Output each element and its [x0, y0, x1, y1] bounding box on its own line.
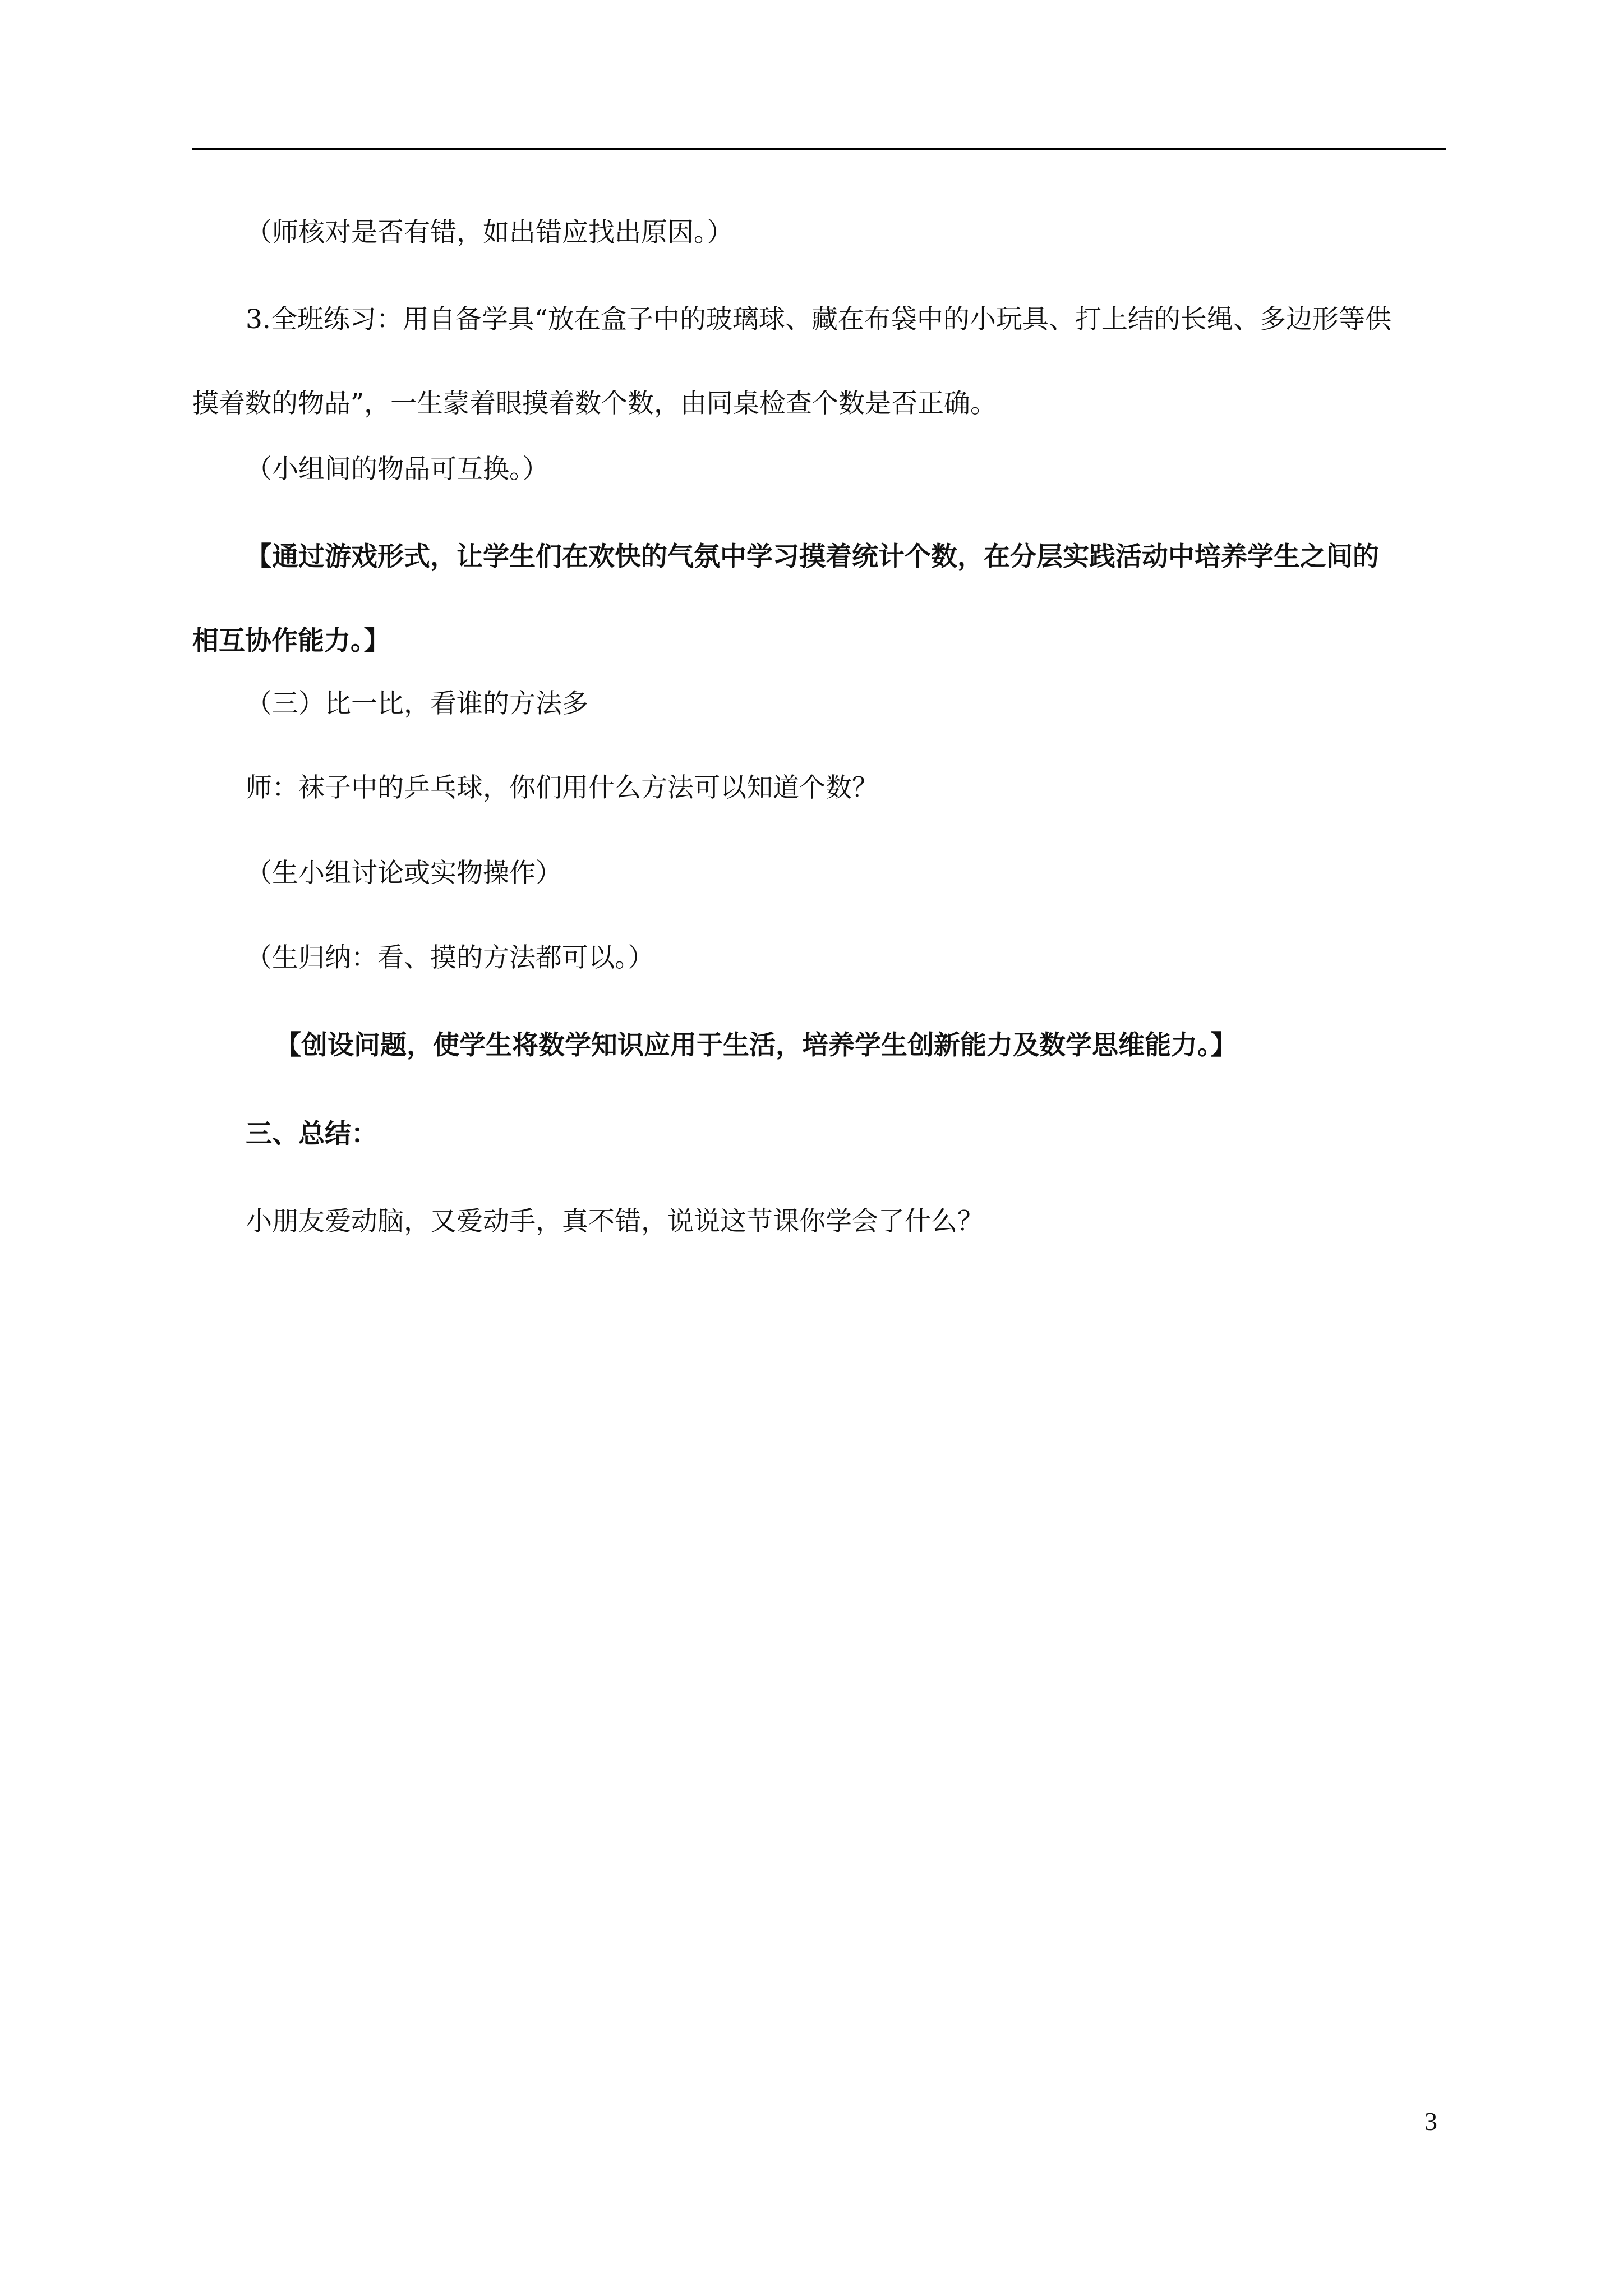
- paragraph-group-discussion: （生小组讨论或实物操作）: [246, 858, 562, 889]
- paragraph-game-note: 【通过游戏形式，让学生们在欢快的气氛中学习摸着统计个数，在分层实践活动中培养学生之间的相互协作能力。】: [192, 541, 1379, 656]
- section-heading-summary: 三、总结：: [246, 1119, 377, 1149]
- paragraph-class-practice: 3.全班练习：用自备学具“放在盒子中的玻璃球、藏在布袋中的小玩具、打上结的长绳、多边形等供摸着数的物品”，一生蒙着眼摸着数个数，由同桌检查个数是否正确。: [192, 304, 1391, 419]
- page-number: 3: [1424, 2107, 1437, 2136]
- paragraph-student-summary: （生归纳：看、摸的方法都可以。）: [246, 942, 654, 973]
- paragraph-teacher-check: （师核对是否有错，如出错应找出原因。）: [246, 217, 734, 248]
- paragraph-group-exchange: （小组间的物品可互换。）: [246, 454, 549, 485]
- section-heading-compare: （三）比一比，看谁的方法多: [246, 688, 588, 719]
- header-rule: [192, 148, 1446, 150]
- paragraph-teacher-question: 师：袜子中的乒乓球，你们用什么方法可以知道个数？: [246, 772, 878, 803]
- paragraph-problem-note: 【创设问题，使学生将数学知识应用于生活，培养学生创新能力及数学思维能力。】: [275, 1030, 1237, 1061]
- paragraph-closing-question: 小朋友爱动脑，又爱动手，真不错，说说这节课你学会了什么？: [246, 1206, 984, 1237]
